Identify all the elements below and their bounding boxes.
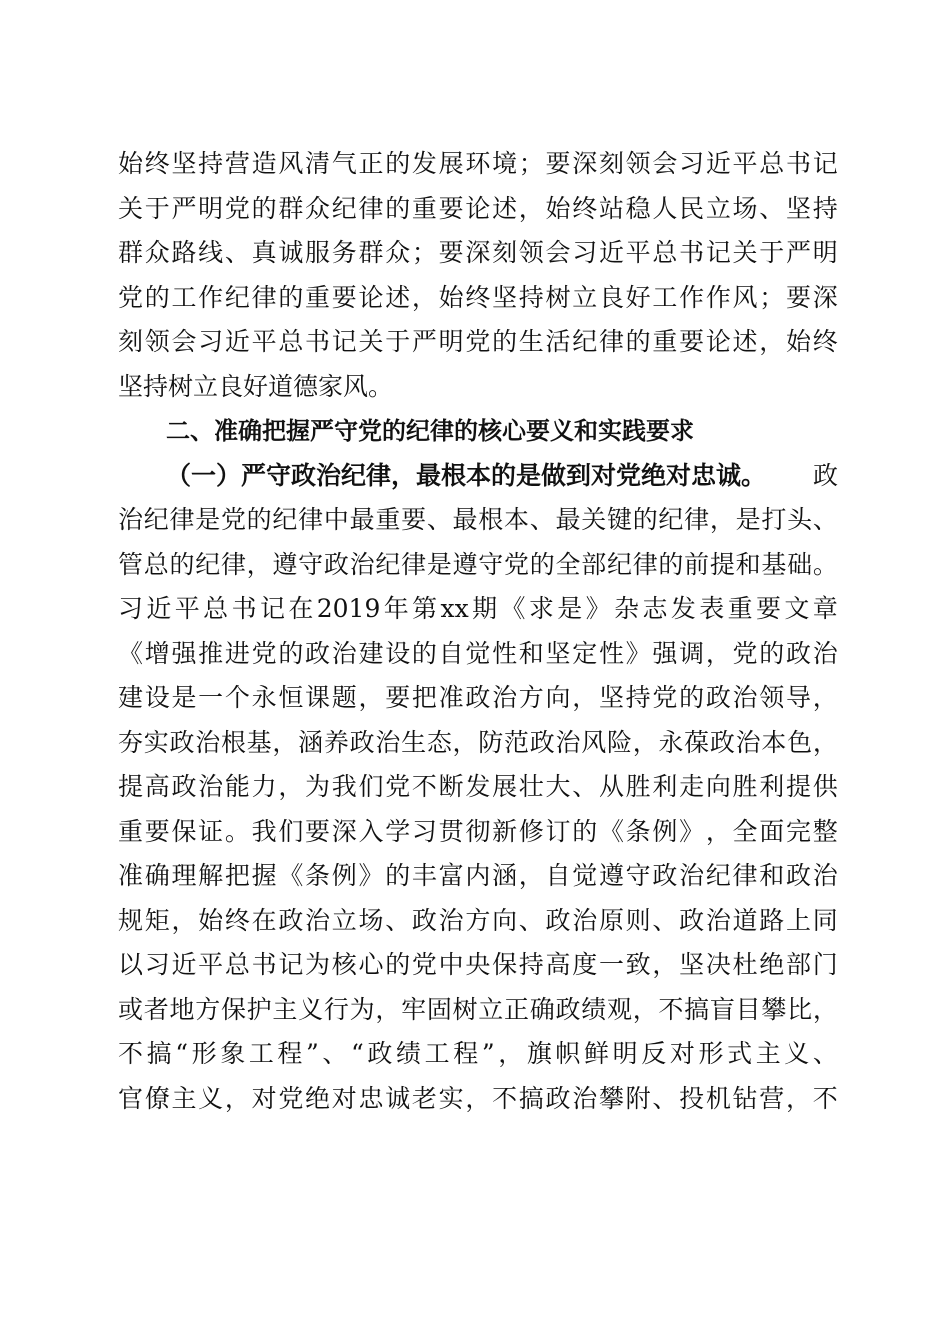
paragraph-line: 重 要 保 证 。 我 们 要 深 入 学 习 贯 彻 新 修 订 的 《 条 例 》 ， 全 面 完 整 — [118, 816, 838, 846]
paragraph-line: 官 僚 主 义 ， 对 党 绝 对 忠 诚 老 实 ， 不 搞 政 治 攀 附 、 投 机 钻 营 ， 不 — [118, 1083, 838, 1113]
paragraph-line: 关 于 严 明 党 的 群 众 纪 律 的 重 要 论 述 ， 始 终 站 稳 人 民 立 场 、 坚 持 — [118, 193, 838, 223]
subsection-heading: （一）严守政治纪律，最根本的是做到对党绝对忠诚。 — [166, 460, 767, 490]
paragraph-line: 《 增 强 推 进 党 的 政 治 建 设 的 自 觉 性 和 坚 定 性 》 强 调 ， 党 的 政 治 — [118, 638, 838, 668]
paragraph-line: 不 搞 “ 形 象 工 程 ” 、 “ 政 绩 工 程 ” ， 旗 帜 鲜 明 反 对 形 式 主 义 、 — [118, 1039, 838, 1068]
paragraph-line: 习 近 平 总 书 记 在 2019 年 第 xx 期 《 求 是 》 杂 志 发 表 重 要 文 章 — [118, 594, 838, 623]
paragraph-line: 夯 实 政 治 根 基 ， 涵 养 政 治 生 态 ， 防 范 政 治 风 险 ， 永 葆 政 治 本 色 ， — [118, 727, 838, 757]
paragraph-line: 提 高 政 治 能 力 ， 为 我 们 党 不 断 发 展 壮 大 、 从 胜 利 走 向 胜 利 提 供 — [118, 772, 838, 801]
paragraph-line: 党 的 工 作 纪 律 的 重 要 论 述 ， 始 终 坚 持 树 立 良 好 工 作 作 风 ； 要 深 — [118, 282, 838, 312]
paragraph-line: 始 终 坚 持 营 造 风 清 气 正 的 发 展 环 境 ； 要 深 刻 领 会 习 近 平 总 书 记 — [118, 149, 838, 178]
paragraph-first-line — [118, 454, 838, 499]
section-heading: 二、准确把握严守党的纪律的核心要义和实践要求 — [166, 417, 694, 445]
paragraph-line: 准 确 理 解 把 握 《 条 例 》 的 丰 富 内 涵 ， 自 觉 遵 守 政 治 纪 律 和 政 治 — [118, 861, 838, 890]
paragraph-line: 管 总 的 纪 律 ， 遵 守 政 治 纪 律 是 遵 守 党 的 全 部 纪 律 的 前 提 和 基 础 。 — [118, 549, 838, 579]
paragraph-line: 刻 领 会 习 近 平 总 书 记 关 于 严 明 党 的 生 活 纪 律 的 重 要 论 述 ， 始 终 — [118, 327, 838, 356]
paragraph-text: 政 — [812, 460, 838, 490]
paragraph-line: 治 纪 律 是 党 的 纪 律 中 最 重 要 、 最 根 本 、 最 关 键 的 纪 律 ， 是 打 头 、 — [118, 505, 838, 534]
paragraph-line: 坚持树立良好道德家风。 — [118, 371, 394, 401]
paragraph-line: 规 矩 ， 始 终 在 政 治 立 场 、 政 治 方 向 、 政 治 原 则 、 政 治 道 路 上 同 — [118, 905, 838, 935]
paragraph-line: 群 众 路 线 、 真 诚 服 务 群 众 ； 要 深 刻 领 会 习 近 平 总 书 记 关 于 严 明 — [118, 238, 838, 267]
paragraph-line: 或 者 地 方 保 护 主 义 行 为 ， 牢 固 树 立 正 确 政 绩 观 ， 不 搞 盲 目 攀 比 ， — [118, 994, 838, 1024]
paragraph-line: 建 设 是 一 个 永 恒 课 题 ， 要 把 准 政 治 方 向 ， 坚 持 党 的 政 治 领 导 ， — [118, 683, 838, 712]
document-body — [118, 142, 838, 1121]
paragraph-line: 以 习 近 平 总 书 记 为 核 心 的 党 中 央 保 持 高 度 一 致 ， 坚 决 杜 绝 部 门 — [118, 950, 838, 979]
